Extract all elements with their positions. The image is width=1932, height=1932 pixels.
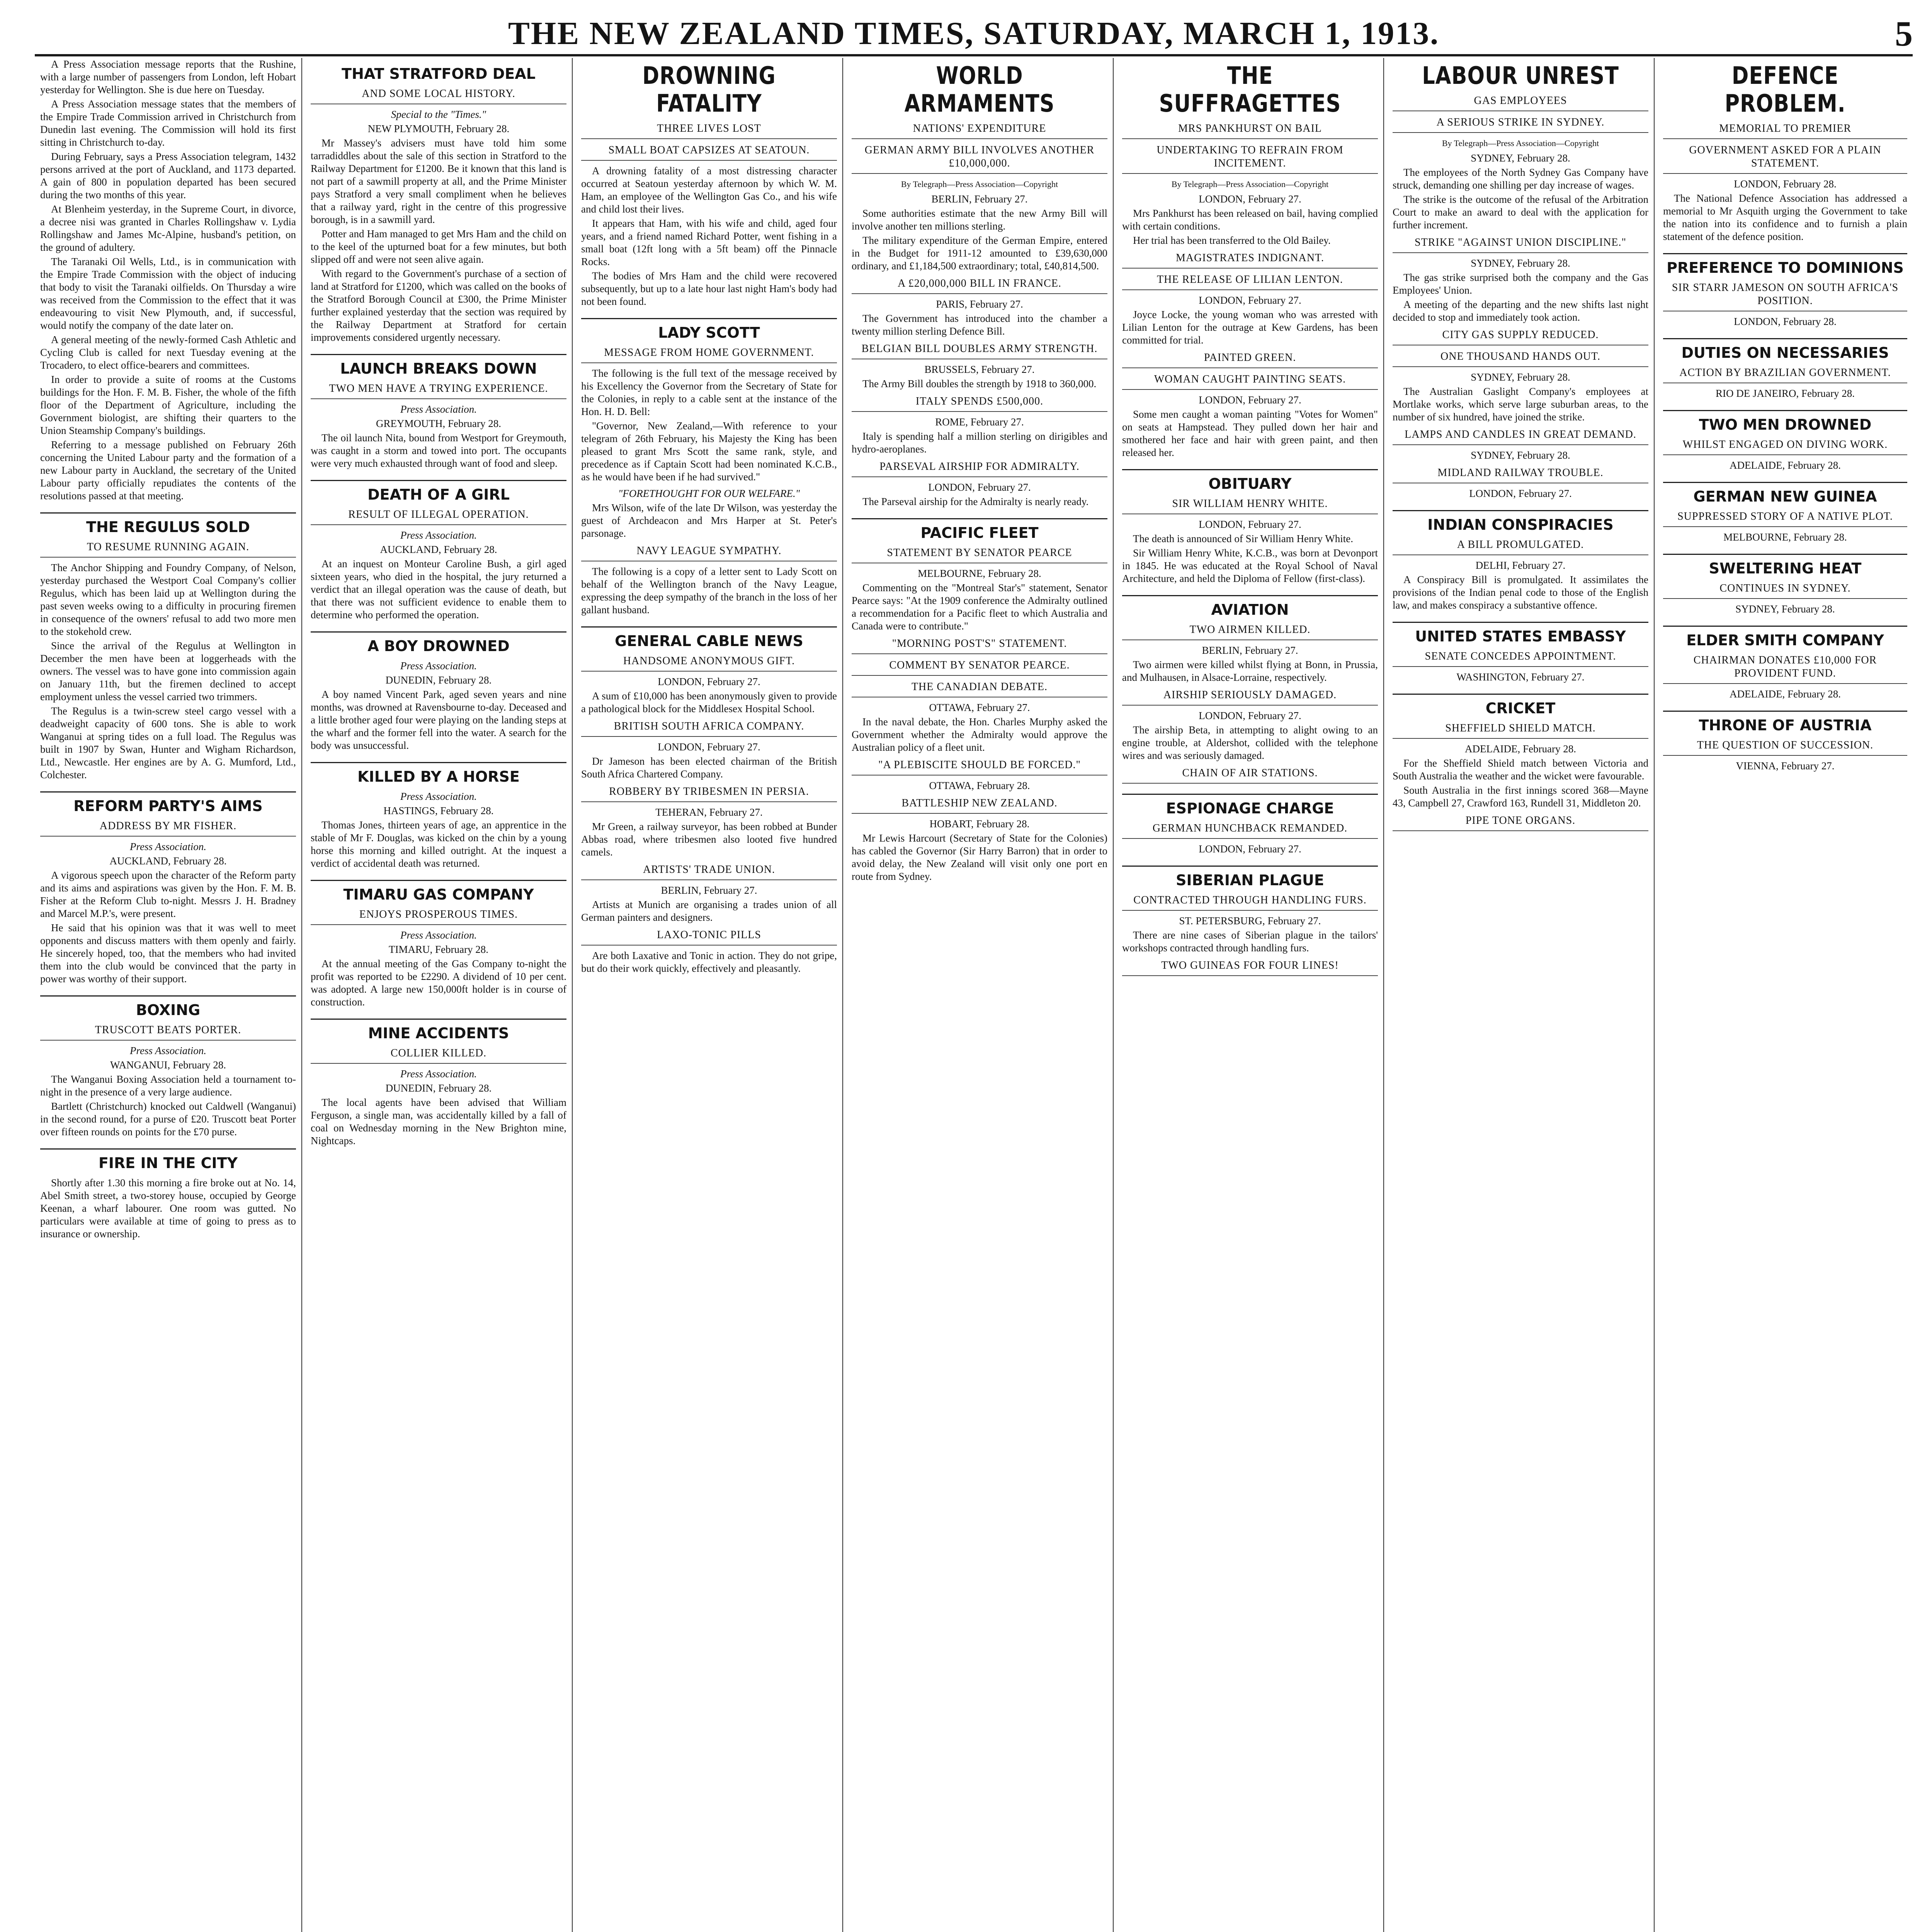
article-dateline: DUNEDIN, February 28. — [385, 674, 492, 686]
article-dateline: AUCKLAND, February 28. — [109, 855, 227, 867]
article-paragraph: A meeting of the departing and the new shifts last night decided to stop and immediately took action. — [1393, 299, 1648, 323]
article-dateline: SYDNEY, February 28. — [1471, 257, 1570, 269]
article-paragraph: Bartlett (Christchurch) knocked out Caldwell (Wanganui) in the second round, for a purse of £20. Truscott beat Porter over fifteen rounds on points for the £70 purse. — [40, 1100, 296, 1138]
article-paragraph: The Wanganui Boxing Association held a tournament to-night in the presence of a very large audience. — [40, 1073, 296, 1098]
article-subhead: HANDSOME ANONYMOUS GIFT. — [581, 655, 837, 672]
article-credit: Press Association. — [129, 1045, 206, 1056]
article-paragraph: Italy is spending half a million sterling on dirigibles and hydro-aeroplanes. — [852, 430, 1107, 455]
article-subhead: THE CANADIAN DEBATE. — [852, 680, 1107, 697]
article-subhead: MEMORIAL TO PREMIER — [1663, 122, 1907, 139]
article-subhead: WOMAN CAUGHT PAINTING SEATS. — [1122, 373, 1378, 390]
article-headline: CRICKET — [1393, 694, 1648, 717]
article-subhead: GERMAN HUNCHBACK REMANDED. — [1122, 822, 1378, 839]
article-headline: TIMARU GAS COMPANY — [311, 880, 566, 903]
article-dateline: BERLIN, February 27. — [931, 193, 1028, 205]
article-dateline: LONDON, February 27. — [1469, 488, 1572, 499]
article-dateline: PARIS, February 27. — [936, 298, 1023, 310]
article-paragraph: Mr Green, a railway surveyor, has been robbed at Bunder Abbas road, where tribesmen also looted five hundred camels. — [581, 821, 837, 858]
article-credit: Press Association. — [400, 660, 477, 672]
article-dateline: SYDNEY, February 28. — [1471, 152, 1570, 164]
article-dateline: OTTAWA, February 27. — [929, 702, 1030, 713]
article-paragraph: The gas strike surprised both the company and the Gas Employees' Union. — [1393, 272, 1648, 296]
article-paragraph: He said that his opinion was that it was well to meet opponents and discuss matters with them openly and fairly. He sincerely hoped, too, that the members who had invited them into the club would be convinced that the party in power was worthy of their support. — [40, 922, 296, 985]
article-paragraph: For the Sheffield Shield match between Victoria and South Australia the weather and the wicket were favourable. — [1393, 757, 1648, 782]
page-number: 5 — [1895, 14, 1913, 53]
article-subhead: RESULT OF ILLEGAL OPERATION. — [311, 508, 566, 525]
article-headline: SWELTERING HEAT — [1663, 554, 1907, 577]
article-subhead: SMALL BOAT CAPSIZES AT SEATOUN. — [581, 144, 837, 161]
article-headline: PACIFIC FLEET — [852, 518, 1107, 542]
article-paragraph: With regard to the Government's purchase of a section of land at Stratford for £1200, which was called on the books of the Stratford Borough Council at £300, the Prime Minister further explained yesterday that the section was required by the Railway Department at Stratford for certain improvements considered urgently necessary. — [311, 268, 566, 343]
article-dateline: LONDON, February 27. — [928, 481, 1031, 493]
article-paragraph: The local agents have been advised that William Ferguson, a single man, was accidentally killed by a fall of coal on Wednesday morning in the New Brighton mine, Nightcaps. — [311, 1097, 566, 1146]
article-dateline: VIENNA, February 27. — [1736, 760, 1835, 772]
article-paragraph: Since the arrival of the Regulus at Wellington in December the men have been at loggerheads with the owners. The vessel was to have gone into commission again on January 11th, but the firemen declined to accept employment unless the vessel carried two trimmers. — [40, 640, 296, 702]
article-paragraph: The Parseval airship for the Admiralty is nearly ready. — [862, 496, 1089, 507]
article-subhead: TWO MEN HAVE A TRYING EXPERIENCE. — [311, 382, 566, 399]
article-headline-large: DROWNING FATALITY — [642, 61, 776, 117]
news-paragraph: A Press Association message states that the members of the Empire Trade Commission arrived in Christchurch from Dunedin last evening. The Commission will hold its first sitting in Christchurch to-day. — [40, 98, 296, 148]
article-headline: THAT STRATFORD DEAL — [342, 65, 536, 82]
article-subhead: GERMAN ARMY BILL INVOLVES ANOTHER £10,000,000. — [852, 144, 1107, 174]
article-dateline: DUNEDIN, February 28. — [385, 1082, 492, 1094]
article-paragraph: Two airmen were killed whilst flying at Bonn, in Prussia, and Mulhausen, in Alsace-Lorraine, respectively. — [1122, 659, 1378, 683]
article-paragraph: A drowning fatality of a most distressing character occurred at Seatoun yesterday afternoon by which W. M. Ham, an employee of the Wellington Gas Co., and his wife and child lost their lives. — [581, 165, 837, 215]
news-paragraph: The Taranaki Oil Wells, Ltd., is in communication with the Empire Trade Commission with the object of inducing that body to visit the Taranaki oilfields. On Thursday a wire was received from the Commission to the effect that it was endeavouring to visit New Plymouth, and, if successful, would notify the company of the date later on. — [40, 256, 296, 331]
article-paragraph: The airship Beta, in attempting to alight owing to an engine trouble, at Aldershot, collided with the telephone wires and was seriously damaged. — [1122, 724, 1378, 761]
article-headline: DUTIES ON NECESSARIES — [1663, 338, 1907, 362]
article-dateline: OTTAWA, February 28. — [929, 780, 1030, 791]
article-headline: MINE ACCIDENTS — [311, 1019, 566, 1042]
article-subhead: SENATE CONCEDES APPOINTMENT. — [1393, 650, 1648, 667]
news-paragraph: A Press Association message reports that the Rushine, with a large number of passengers from London, left Hobart yesterday for Wellington. She is due here on Tuesday. — [40, 58, 296, 95]
article-subhead: NATIONS' EXPENDITURE — [852, 122, 1107, 139]
article-paragraph: Artists at Munich are organising a trades union of all German painters and designers. — [581, 899, 837, 923]
article-dateline: NEW PLYMOUTH, February 28. — [367, 123, 510, 134]
article-paragraph: The Government has introduced into the chamber a twenty million sterling Defence Bill. — [852, 313, 1107, 337]
article-headline: PREFERENCE TO DOMINIONS — [1663, 253, 1907, 277]
article-subhead: LAMPS AND CANDLES IN GREAT DEMAND. — [1393, 428, 1648, 445]
article-dateline: RIO DE JANEIRO, February 28. — [1716, 388, 1855, 399]
article-subhead: NAVY LEAGUE SYMPATHY. — [581, 544, 837, 561]
article-paragraph: Sir William Henry White, K.C.B., was born at Devonport in 1845. He was educated at the Royal School of Naval Architecture, and held the Diploma of Fellow (first-class). — [1122, 547, 1378, 584]
article-headline-large: WORLD ARMAMENTS — [904, 61, 1055, 117]
article-dateline: ST. PETERSBURG, February 27. — [1179, 915, 1321, 927]
column-rule — [842, 58, 843, 1932]
article-headline: THRONE OF AUSTRIA — [1663, 711, 1907, 734]
article-subhead: THE RELEASE OF LILIAN LENTON. — [1122, 273, 1378, 290]
article-headline: LAUNCH BREAKS DOWN — [311, 354, 566, 378]
article-credit: By Telegraph—Press Association—Copyright — [1442, 138, 1599, 148]
article-paragraph: "Governor, New Zealand,—With reference to your telegram of 26th February, his Majesty the King has been pleased to grant Mrs Scott the same rank, style, and precedence as if Captain Scott had been nominated K.C.B., as he would have been if he had survived." — [581, 420, 837, 483]
article-subhead: "MORNING POST'S" STATEMENT. — [852, 637, 1107, 654]
article-paragraph: The death is announced of Sir William Henry White. — [1133, 533, 1354, 544]
article-paragraph: Dr Jameson has been elected chairman of the British South Africa Chartered Company. — [581, 755, 837, 780]
article-headline: KILLED BY A HORSE — [311, 762, 566, 786]
article-subhead: A SERIOUS STRIKE IN SYDNEY. — [1393, 116, 1648, 133]
article-dateline: SYDNEY, February 28. — [1471, 449, 1570, 461]
article-paragraph: The military expenditure of the German Empire, entered in the Budget for 1911-12 amounted to £39,630,000 ordinary, and £1,184,500 extraordinary; total, £40,814,500. — [852, 235, 1107, 272]
column-5 — [1117, 58, 1383, 1932]
article-headline: GENERAL CABLE NEWS — [581, 626, 837, 650]
article-credit: Press Association. — [400, 791, 477, 802]
article-subhead: STATEMENT BY SENATOR PEARCE — [852, 546, 1107, 563]
article-credit: Special to the "Times." — [391, 109, 486, 120]
article-headline: TWO MEN DROWNED — [1663, 410, 1907, 434]
article-subhead: ENJOYS PROSPEROUS TIMES. — [311, 908, 566, 925]
article-dateline: SYDNEY, February 28. — [1471, 371, 1570, 383]
article-paragraph: Potter and Ham managed to get Mrs Ham and the child on to the keel of the upturned boat for a few minutes, but both slipped off and were not seen alive again. — [311, 228, 566, 265]
article-paragraph: A Conspiracy Bill is promulgated. It assimilates the provisions of the Indian penal code to those of the English law, and makes conspiracy a substantive offence. — [1393, 574, 1648, 611]
article-subhead: CHAIN OF AIR STATIONS. — [1122, 767, 1378, 784]
article-subhead: STRIKE "AGAINST UNION DISCIPLINE." — [1393, 236, 1648, 253]
column-rule — [1113, 58, 1114, 1932]
article-paragraph: The following is a copy of a letter sent to Lady Scott on behalf of the Wellington branch of the Navy League, expressing the deep sympathy of the branch in the loss of her gallant husband. — [581, 566, 837, 616]
article-dateline: ADELAIDE, February 28. — [1465, 743, 1576, 755]
column-rule — [1654, 58, 1655, 1932]
article-credit: Press Association. — [400, 929, 477, 941]
news-paragraph: During February, says a Press Association telegram, 1432 persons arrived at the port of Auckland, and 1173 departed. A gain of 800 in population departed has been secured during the two months of this year. — [40, 151, 296, 201]
advertisement-heading: TWO GUINEAS FOR FOUR LINES! — [1122, 959, 1378, 976]
article-subhead: PAINTED GREEN. — [1122, 351, 1378, 368]
article-subhead: BATTLESHIP NEW ZEALAND. — [852, 797, 1107, 814]
article-headline-large: DEFENCE PROBLEM. — [1725, 61, 1846, 117]
article-dateline: AUCKLAND, February 28. — [380, 544, 497, 555]
article-paragraph: The Army Bill doubles the strength by 1918 to 360,000. — [862, 378, 1097, 389]
article-subhead: TO RESUME RUNNING AGAIN. — [40, 541, 296, 558]
article-subhead: ONE THOUSAND HANDS OUT. — [1393, 350, 1648, 367]
article-dateline: LONDON, February 27. — [658, 741, 760, 753]
article-dateline: HOBART, February 28. — [929, 818, 1030, 830]
article-dateline: LONDON, February 27. — [658, 676, 760, 687]
article-subhead: MRS PANKHURST ON BAIL — [1122, 122, 1378, 139]
article-subhead: SHEFFIELD SHIELD MATCH. — [1393, 722, 1648, 739]
column-rule — [572, 58, 573, 1932]
article-headline: INDIAN CONSPIRACIES — [1393, 510, 1648, 534]
article-dateline: ADELAIDE, February 28. — [1730, 459, 1841, 471]
article-dateline: HASTINGS, February 28. — [383, 805, 494, 816]
article-paragraph: Mr Massey's advisers must have told him some tarradiddles about the sale of this section in Stratford to the Railway Department for £1200. Be it known that this land is not part of a sawmill property at all, and the Prime Minister pays Stratford a very small compliment when he believes that a railway yard, right in the centre of this progressive borough, is in a sawmill yard. — [311, 137, 566, 225]
article-dateline: WASHINGTON, February 27. — [1456, 671, 1585, 683]
column-7 — [1658, 58, 1913, 1932]
article-subhead: SUPPRESSED STORY OF A NATIVE PLOT. — [1663, 510, 1907, 527]
article-dateline: LONDON, February 28. — [1734, 178, 1837, 190]
article-headline: DEATH OF A GIRL — [311, 480, 566, 503]
article-paragraph: Shortly after 1.30 this morning a fire broke out at No. 14, Abel Smith street, a two-storey house, occupied by George Keenan, a wharf labourer. One room was gutted. No particulars were available at time of going to press as to insurance or ownership. — [40, 1177, 296, 1240]
article-subhead: MIDLAND RAILWAY TROUBLE. — [1393, 466, 1648, 483]
article-headline: LADY SCOTT — [581, 318, 837, 342]
article-subhead: COMMENT BY SENATOR PEARCE. — [852, 659, 1107, 676]
article-subhead: MESSAGE FROM HOME GOVERNMENT. — [581, 346, 837, 363]
article-subhead: A £20,000,000 BILL IN FRANCE. — [852, 277, 1107, 294]
article-subhead: GOVERNMENT ASKED FOR A PLAIN STATEMENT. — [1663, 144, 1907, 174]
article-subhead: WHILST ENGAGED ON DIVING WORK. — [1663, 438, 1907, 455]
article-dateline: TIMARU, February 28. — [389, 944, 488, 955]
article-subhead: CITY GAS SUPPLY REDUCED. — [1393, 328, 1648, 345]
article-headline: A BOY DROWNED — [311, 631, 566, 655]
article-paragraph: Thomas Jones, thirteen years of age, an apprentice in the stable of Mr F. Douglas, was kicked on the chin by a young horse this morning and killed outright. At the inquest a verdict of accidental death was returned. — [311, 819, 566, 869]
article-paragraph: Some authorities estimate that the new Army Bill will involve another ten millions sterling. — [852, 207, 1107, 232]
advertisement-heading: PIPE TONE ORGANS. — [1393, 814, 1648, 831]
column-1 — [35, 58, 301, 1932]
article-paragraph: The Australian Gaslight Company's employees at Mortlake works, which serve large suburban areas, to the number of six hundred, have joined the strike. — [1393, 386, 1648, 423]
column-rule — [301, 58, 302, 1932]
article-paragraph: The strike is the outcome of the refusal of the Arbitration Court to make an award to deal with the application for further increment. — [1393, 194, 1648, 231]
article-dateline: LONDON, February 27. — [1199, 710, 1301, 721]
article-headline: THE REGULUS SOLD — [40, 512, 296, 536]
article-credit: Press Association. — [129, 841, 206, 852]
article-dateline: LONDON, February 27. — [1199, 193, 1301, 205]
article-subhead: CHAIRMAN DONATES £10,000 FOR PROVIDENT FUND. — [1663, 654, 1907, 684]
article-dateline: TEHERAN, February 27. — [655, 806, 763, 818]
article-dateline: DELHI, February 27. — [1475, 560, 1566, 571]
article-paragraph: Mrs Wilson, wife of the late Dr Wilson, was yesterday the guest of Archdeacon and Mrs Harper at St. Peter's parsonage. — [581, 502, 837, 539]
article-paragraph: Mrs Pankhurst has been released on bail, having complied with certain conditions. — [1122, 207, 1378, 232]
column-2 — [305, 58, 572, 1932]
article-subhead: ITALY SPENDS £500,000. — [852, 395, 1107, 412]
article-paragraph: In the naval debate, the Hon. Charles Murphy asked the Government whether the Admiralty would approve the Australian policy of a fleet unit. — [852, 716, 1107, 753]
article-dateline: ROME, February 27. — [935, 416, 1024, 428]
article-subhead: SIR STARR JAMESON ON SOUTH AFRICA'S POSITION. — [1663, 281, 1907, 311]
article-credit: Press Association. — [400, 403, 477, 415]
article-headline: ESPIONAGE CHARGE — [1122, 794, 1378, 817]
article-subhead: MAGISTRATES INDIGNANT. — [1122, 252, 1378, 269]
news-paragraph: In order to provide a suite of rooms at the Customs buildings for the Hon. F. M. B. Fisher, the whole of the fifth floor of the Department of Agriculture, including the Government biologist, are shifting their quarters to the Union Steamship Company's buildings. — [40, 374, 296, 436]
article-subhead: ARTISTS' TRADE UNION. — [581, 863, 837, 880]
article-subhead: BRITISH SOUTH AFRICA COMPANY. — [581, 720, 837, 737]
article-headline-large: THE SUFFRAGETTES — [1159, 61, 1341, 117]
article-headline: BOXING — [40, 995, 296, 1019]
article-dateline: BRUSSELS, February 27. — [924, 364, 1035, 375]
news-paragraph: A general meeting of the newly-formed Cash Athletic and Cycling Club is called for next Tuesday evening at the Trocadero, to elect office-bearers and committees. — [40, 334, 296, 371]
article-headline: REFORM PARTY'S AIMS — [40, 791, 296, 815]
article-headline: FIRE IN THE CITY — [40, 1148, 296, 1172]
advertisement-heading: LAXO-TONIC PILLS — [581, 929, 837, 946]
article-headline: UNITED STATES EMBASSY — [1393, 622, 1648, 645]
article-subhead: BELGIAN BILL DOUBLES ARMY STRENGTH. — [852, 342, 1107, 359]
article-dateline: BERLIN, February 27. — [661, 884, 757, 896]
article-paragraph: The Regulus is a twin-screw steel cargo vessel with a deadweight capacity of 600 tons. She is able to work Wanganui at spring tides on a full load. The Regulus was built in 1907 by Swan, Hunter and Wigham Richardson, Ltd., Newcastle. Her engines are by A. G. Mumford, Ltd., Colchester. — [40, 705, 296, 781]
article-paragraph: Her trial has been transferred to the Old Bailey. — [1133, 235, 1331, 246]
article-subhead-small: "FORETHOUGHT FOR OUR WELFARE." — [618, 488, 800, 499]
article-paragraph: A vigorous speech upon the character of the Reform party and its aims and aspirations was given by the Hon. F. M. B. Fisher at the Reform Club to-night. Messrs J. H. Bradney and Marcel M.P.'s, were present. — [40, 869, 296, 919]
article-credit: By Telegraph—Press Association—Copyright — [1171, 179, 1329, 189]
article-paragraph: A boy named Vincent Park, aged seven years and nine months, was drowned at Ravensbourne to-day. Deceased and a little brother aged four were playing on the landing steps at the wharf and the former fell into the water. A search for the body was unsuccessful. — [311, 689, 566, 751]
article-subhead: AIRSHIP SERIOUSLY DAMAGED. — [1122, 689, 1378, 706]
article-subhead: ACTION BY BRAZILIAN GOVERNMENT. — [1663, 366, 1907, 383]
article-subhead: PARSEVAL AIRSHIP FOR ADMIRALTY. — [852, 460, 1107, 477]
article-paragraph: South Australia in the first innings scored 368—Mayne 43, Campbell 27, Crawford 163, Rundell 31, Middleton 20. — [1393, 784, 1648, 809]
article-subhead: THE QUESTION OF SUCCESSION. — [1663, 739, 1907, 756]
article-subhead: TRUSCOTT BEATS PORTER. — [40, 1024, 296, 1041]
article-paragraph: Mr Lewis Harcourt (Secretary of State for the Colonies) has cabled the Governor (Sir Harry Barron) that in order to avoid delay, the New Zealand will visit only one port en route from Sydney. — [852, 832, 1107, 882]
article-subhead: SIR WILLIAM HENRY WHITE. — [1122, 497, 1378, 514]
article-dateline: MELBOURNE, February 28. — [918, 568, 1041, 579]
column-rule — [1383, 58, 1384, 1932]
article-credit: By Telegraph—Press Association—Copyright — [901, 179, 1058, 189]
news-paragraph: Referring to a message published on February 26th concerning the United Labour party and the formation of a new Labour party in Auckland, the secretary of the United Labour party officially repudiates the contents of the resolutions passed at that meeting. — [40, 439, 296, 502]
article-credit: Press Association. — [400, 529, 477, 541]
article-dateline: WANGANUI, February 28. — [110, 1059, 226, 1071]
article-dateline: SYDNEY, February 28. — [1735, 603, 1835, 615]
article-dateline: GREYMOUTH, February 28. — [376, 418, 501, 429]
article-dateline: LONDON, February 28. — [1734, 316, 1837, 327]
article-subhead: A BILL PROMULGATED. — [1393, 538, 1648, 555]
article-dateline: LONDON, February 27. — [1199, 519, 1301, 530]
article-subhead: COLLIER KILLED. — [311, 1047, 566, 1064]
article-subhead: TWO AIRMEN KILLED. — [1122, 623, 1378, 640]
article-dateline: MELBOURNE, February 28. — [1723, 531, 1847, 543]
article-paragraph: Some men caught a woman painting "Votes for Women" on seats at Hampstead. They pulled down her hair and smothered her face and hair with green paint, and then released her. — [1122, 408, 1378, 458]
article-headline: AVIATION — [1122, 595, 1378, 619]
article-headline: OBITUARY — [1122, 469, 1378, 493]
article-paragraph: A sum of £10,000 has been anonymously given to provide a pathological block for the Middlesex Hospital School. — [581, 690, 837, 714]
article-subhead: CONTINUES IN SYDNEY. — [1663, 582, 1907, 599]
newspaper-title: THE NEW ZEALAND TIMES, SATURDAY, MARCH 1, 1913. — [508, 15, 1440, 51]
article-subhead: GAS EMPLOYEES — [1393, 94, 1648, 111]
article-headline: ELDER SMITH COMPANY — [1663, 626, 1907, 649]
article-subhead: ROBBERY BY TRIBESMEN IN PERSIA. — [581, 785, 837, 802]
article-paragraph: The bodies of Mrs Ham and the child were recovered subsequently, but up to a late hour last night Ham's body had not been found. — [581, 270, 837, 307]
column-4 — [846, 58, 1113, 1932]
column-6 — [1387, 58, 1654, 1932]
article-paragraph: Commenting on the "Montreal Star's" statement, Senator Pearce says: "At the 1909 conference the Admiralty outlined a recommendation for a Pacific fleet to which Australia and Canada were to contribute." — [852, 582, 1107, 632]
article-subhead: THREE LIVES LOST — [581, 122, 837, 139]
article-headline: GERMAN NEW GUINEA — [1663, 482, 1907, 505]
article-paragraph: The National Defence Association has addressed a memorial to Mr Asquith urging the Government to take the nation into its confidence and to furnish a plain statement of the defence position. — [1663, 192, 1907, 242]
article-paragraph: Joyce Locke, the young woman who was arrested with Lilian Lenton for the outrage at Kew Gardens, has been committed for trial. — [1122, 309, 1378, 346]
article-dateline: LONDON, February 27. — [1199, 294, 1301, 306]
newspaper-page — [35, 58, 1913, 1932]
news-paragraph: At Blenheim yesterday, in the Supreme Court, in divorce, a decree nisi was granted in Charles Rollingshaw v. Lydia Rollingshaw and James Mc-Alpine, husband's petition, on the ground of adultery. — [40, 203, 296, 253]
article-subhead: UNDERTAKING TO REFRAIN FROM INCITEMENT. — [1122, 144, 1378, 174]
article-subhead: ADDRESS BY MR FISHER. — [40, 820, 296, 837]
article-dateline: BERLIN, February 27. — [1202, 645, 1298, 656]
article-paragraph: It appears that Ham, with his wife and child, aged four years, and a friend named Richard Potter, went fishing in a small boat (12ft long with a 5ft beam) off the Pinnacle Rocks. — [581, 218, 837, 267]
article-subhead: "A PLEBISCITE SHOULD BE FORCED." — [852, 759, 1107, 776]
article-credit: Press Association. — [400, 1068, 477, 1080]
article-dateline: ADELAIDE, February 28. — [1730, 688, 1841, 700]
article-paragraph: The Anchor Shipping and Foundry Company, of Nelson, yesterday purchased the Westport Coal Company's collier Regulus, which has been laid up at Wellington during the past seven weeks owing to a difficulty in procuring firemen in consequence of the owners' refusal to add two more men to the stokehold crew. — [40, 562, 296, 637]
column-3 — [576, 58, 842, 1932]
article-paragraph: The employees of the North Sydney Gas Company have struck, demanding one shilling per day increase of wages. — [1393, 167, 1648, 191]
masthead — [35, 8, 1913, 56]
article-paragraph: At an inquest on Monteur Caroline Bush, a girl aged sixteen years, who died in the hospital, the jury returned a verdict that an illegal operation was the cause of death, but that there was not sufficient evidence to enable them to determine who performed the operation. — [311, 558, 566, 621]
article-paragraph: The following is the full text of the message received by his Excellency the Governor from the Secretary of State for the Colonies, in reply to a cable sent at the instance of the Hon. H. D. Bell: — [581, 367, 837, 417]
article-paragraph: At the annual meeting of the Gas Company to-night the profit was reported to be £2290. A dividend of 10 per cent. was adopted. A large new 150,000ft holder is in course of construction. — [311, 958, 566, 1008]
article-paragraph: There are nine cases of Siberian plague in the tailors' workshops contracted through handling furs. — [1122, 929, 1378, 954]
article-subhead: AND SOME LOCAL HISTORY. — [311, 87, 566, 104]
advertisement-text: Are both Laxative and Tonic in action. They do not gripe, but do their work quickly, effectively and pleasantly. — [581, 950, 837, 974]
article-headline: SIBERIAN PLAGUE — [1122, 866, 1378, 889]
article-dateline: LONDON, February 27. — [1199, 843, 1301, 855]
article-dateline: LONDON, February 27. — [1199, 394, 1301, 406]
article-headline-large: LABOUR UNREST — [1422, 61, 1619, 90]
article-subhead: CONTRACTED THROUGH HANDLING FURS. — [1122, 894, 1378, 911]
article-paragraph: The oil launch Nita, bound from Westport for Greymouth, was caught in a storm and towed into port. The occupants were very much exhausted through want of food and sleep. — [311, 432, 566, 469]
